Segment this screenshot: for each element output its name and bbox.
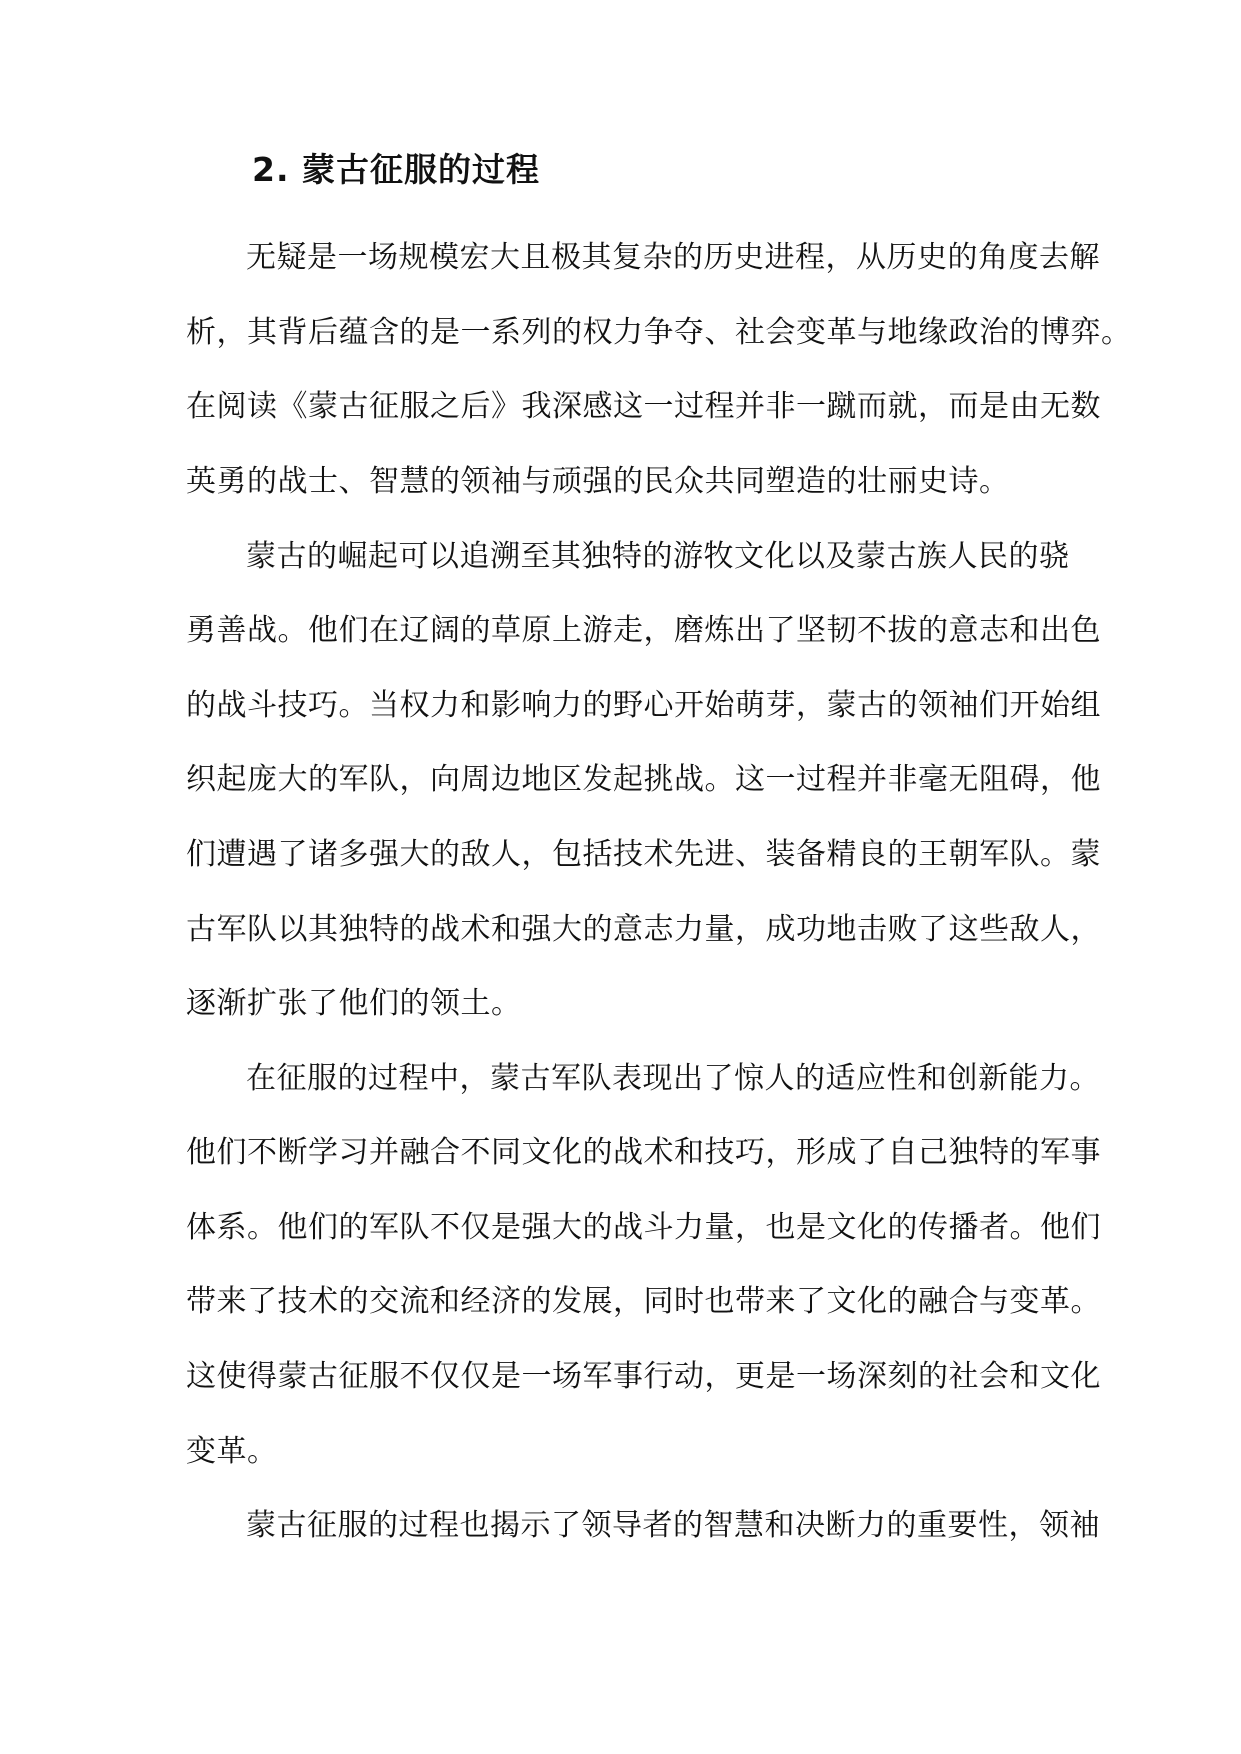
paragraph-4-line-1: 蒙古征服的过程也揭示了领导者的智慧和决断力的重要性，领袖 [246, 1508, 1100, 1543]
paragraph-1-line-1: 无疑是一场规模宏大且极其复杂的历史进程，从历史的角度去解 [246, 240, 1100, 275]
paragraph-2-line-3: 的战斗技巧。当权力和影响力的野心开始萌芽，蒙古的领袖们开始组 [186, 688, 1101, 723]
paragraph-2-line-1: 蒙古的崛起可以追溯至其独特的游牧文化以及蒙古族人民的骁 [246, 539, 1070, 574]
paragraph-3-line-4: 带来了技术的交流和经济的发展，同时也带来了文化的融合与变革。 [186, 1284, 1101, 1319]
paragraph-3-line-1: 在征服的过程中，蒙古军队表现出了惊人的适应性和创新能力。 [246, 1061, 1100, 1096]
section-heading: 2. 蒙古征服的过程 [252, 150, 540, 189]
paragraph-2-line-7: 逐渐扩张了他们的领土。 [186, 986, 522, 1021]
paragraph-3-line-6: 变革。 [186, 1434, 278, 1469]
paragraph-2-line-4: 织起庞大的军队，向周边地区发起挑战。这一过程并非毫无阻碍，他 [186, 762, 1101, 797]
paragraph-1-line-3: 在阅读《蒙古征服之后》我深感这一过程并非一蹴而就，而是由无数 [186, 389, 1101, 424]
paragraph-3-line-5: 这使得蒙古征服不仅仅是一场军事行动，更是一场深刻的社会和文化 [186, 1359, 1101, 1394]
paragraph-1-line-4: 英勇的战士、智慧的领袖与顽强的民众共同塑造的壮丽史诗。 [186, 464, 1010, 499]
paragraph-3-line-3: 体系。他们的军队不仅是强大的战斗力量，也是文化的传播者。他们 [186, 1210, 1101, 1245]
paragraph-2-line-5: 们遭遇了诸多强大的敌人，包括技术先进、装备精良的王朝军队。蒙 [186, 837, 1101, 872]
paragraph-2-line-2: 勇善战。他们在辽阔的草原上游走，磨炼出了坚韧不拔的意志和出色 [186, 613, 1101, 648]
paragraph-2-line-6: 古军队以其独特的战术和强大的意志力量，成功地击败了这些敌人， [186, 912, 1101, 947]
paragraph-1-line-2: 析，其背后蕴含的是一系列的权力争夺、社会变革与地缘政治的博弈。 [186, 315, 1132, 350]
paragraph-3-line-2: 他们不断学习并融合不同文化的战术和技巧，形成了自己独特的军事 [186, 1135, 1101, 1170]
